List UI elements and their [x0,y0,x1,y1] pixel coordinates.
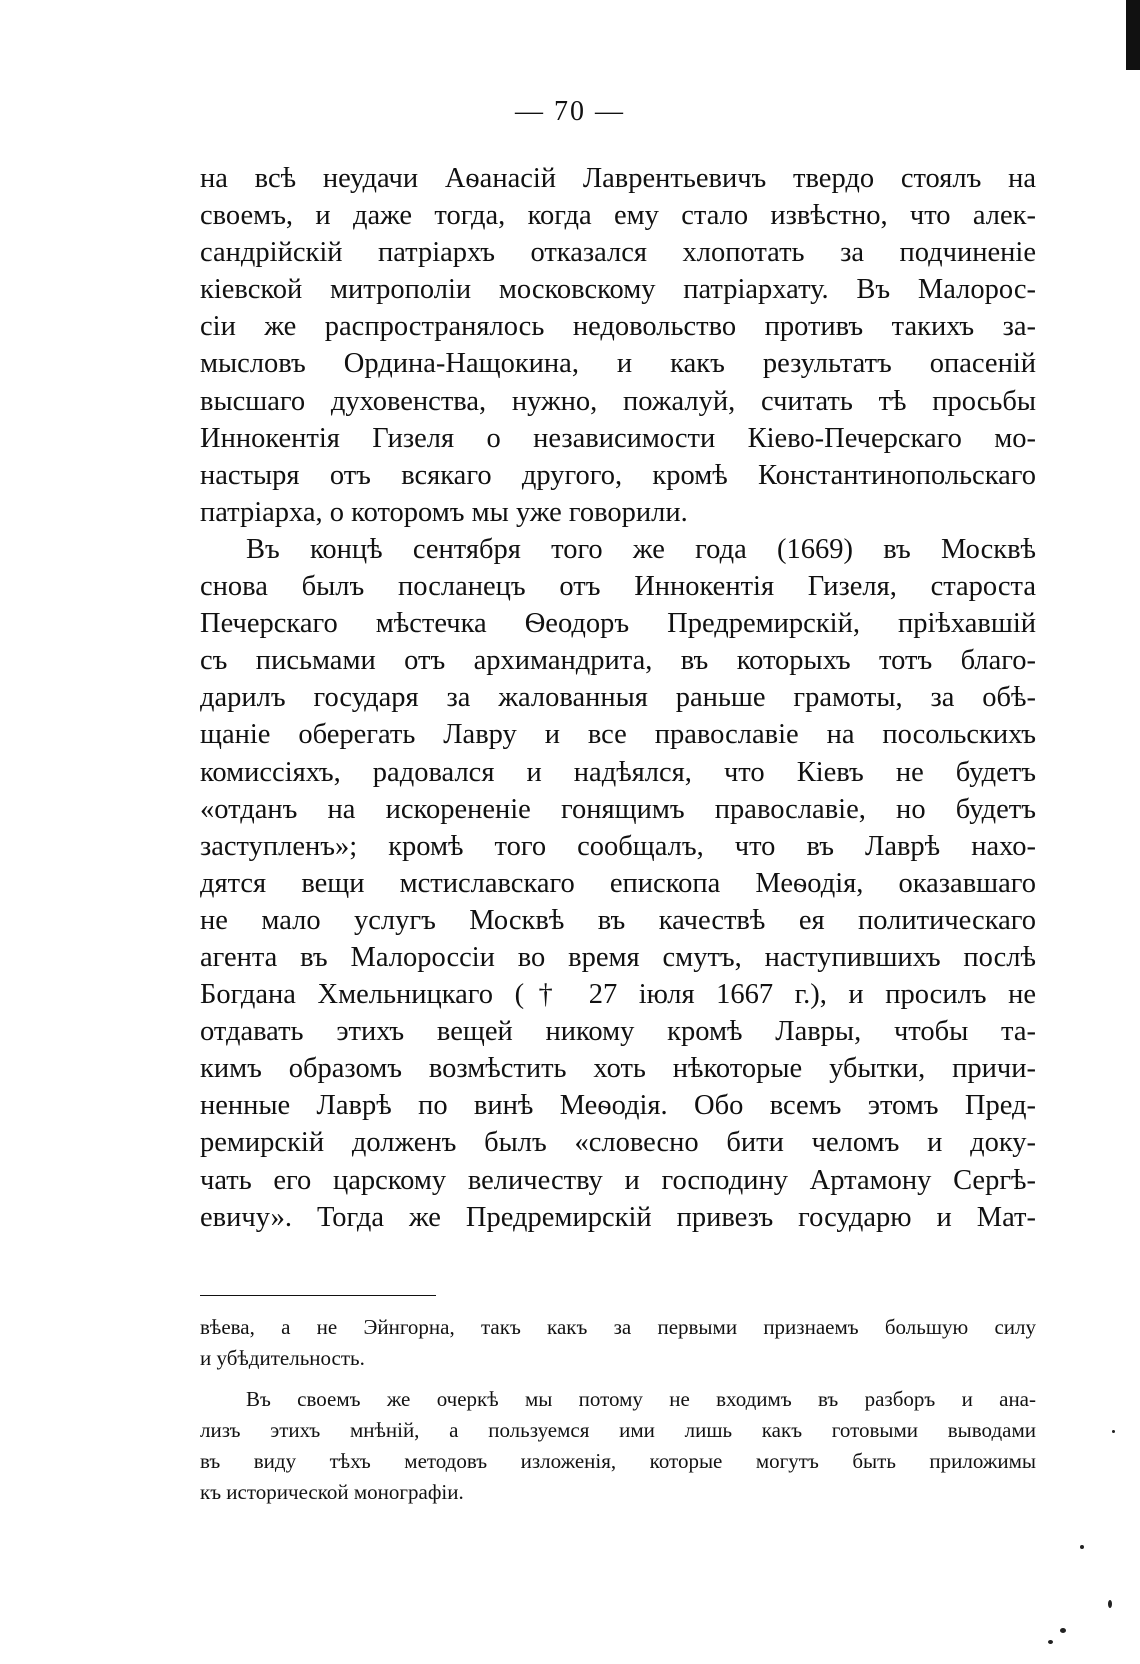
scan-speck [1108,1600,1112,1608]
scan-speck [1080,1545,1084,1549]
footnote-line: лизъ этихъ мнѣній, а пользуемся ими лишь какъ готовыми выводами [200,1418,1036,1442]
text-line: щаніе оберегать Лавру и все православіе на посольскихъ [200,719,1036,751]
text-line: дятся вещи мстиславскаго епископа Меѳодія, оказавшаго [200,867,1036,899]
page-edge-shadow [1126,0,1140,70]
text-line: дарилъ государя за жалованныя раньше грамоты, за обѣ- [200,682,1036,714]
main-text [200,160,1036,1236]
text-line: евичу». Тогда же Предремирскій привезъ государю и Мат- [200,1201,1036,1233]
text-line: заступленъ»; кромѣ того сообщалъ, что въ Лаврѣ нахо- [200,830,1036,862]
page-number: — 70 — [515,96,625,127]
footnote-line: въ виду тѣхъ методовъ изложенія, которые могутъ быть приложимы [200,1449,1036,1473]
text-line: Богдана Хмельницкаго († 27 іюля 1667 г.), и просилъ не [200,979,1036,1011]
text-line: отдавать этихъ вещей никому кромѣ Лавры, чтобы та- [200,1016,1036,1048]
footnote-gap [200,1374,1036,1384]
footnote-line: и убѣдительность. [200,1346,365,1370]
scan-speck [1048,1640,1053,1644]
text-line: Печерскаго мѣстечка Ѳеодоръ Предремирскій, пріѣхавшій [200,608,1036,640]
footnote-line: Въ своемъ же очеркѣ мы потому не входимъ въ разборъ и ана- [246,1387,1036,1411]
text-line: Иннокентія Гизеля о независимости Кіево-Печерскаго мо- [200,422,1036,454]
text-line: ненные Лаврѣ по винѣ Меѳодія. Обо всемъ этомъ Пред- [200,1090,1036,1122]
text-line: мысловъ Ордина-Нащокина, и какъ результатъ опасеній [200,348,1036,380]
text-line: съ письмами отъ архимандрита, въ которыхъ тотъ благо- [200,645,1036,677]
footnote-divider [200,1295,436,1296]
text-line: настыря отъ всякаго другого, кромѣ Константинопольскаго [200,459,1036,491]
footnotes [200,1312,1036,1508]
text-line: чать его царскому величеству и господину Артамону Сергѣ- [200,1164,1036,1196]
text-line: сандрійскій патріархъ отказался хлопотать за подчиненіе [200,237,1036,269]
text-line: высшаго духовенства, нужно, пожалуй, считать тѣ просьбы [200,385,1036,417]
text-line: кимъ образомъ возмѣстить хоть нѣкоторые убытки, причи- [200,1053,1036,1085]
text-line: комиссіяхъ, радовался и надѣялся, что Кіевъ не будетъ [200,756,1036,788]
footnote-line: къ исторической монографіи. [200,1480,464,1504]
text-line: патріарха, о которомъ мы уже говорили. [200,496,688,528]
scan-speck [1112,1430,1115,1433]
text-line: не мало услугъ Москвѣ въ качествѣ ея политическаго [200,904,1036,936]
text-line: кіевской митрополіи московскому патріархату. Въ Малорос- [200,274,1036,306]
text-line: сіи же распространялось недовольство противъ такихъ за- [200,311,1036,343]
text-line: своемъ, и даже тогда, когда ему стало извѣстно, что алек- [200,200,1036,232]
text-line: агента въ Малороссіи во время смутъ, наступившихъ послѣ [200,941,1036,973]
footnote-line: вѣева, а не Эйнгорна, такъ какъ за первыми признаемъ большую силу [200,1315,1036,1339]
text-line: Въ концѣ сентября того же года (1669) въ Москвѣ [246,533,1036,565]
text-line: «отданъ на искорененіе гонящимъ православіе, но будетъ [200,793,1036,825]
text-line: на всѣ неудачи Аѳанасій Лаврентьевичъ твердо стоялъ на [200,163,1036,194]
text-line: ремирскій долженъ былъ «словесно бити челомъ и доку- [200,1127,1036,1159]
text-line: снова былъ посланецъ отъ Иннокентія Гизеля, староста [200,571,1036,603]
scan-speck [1060,1628,1066,1633]
